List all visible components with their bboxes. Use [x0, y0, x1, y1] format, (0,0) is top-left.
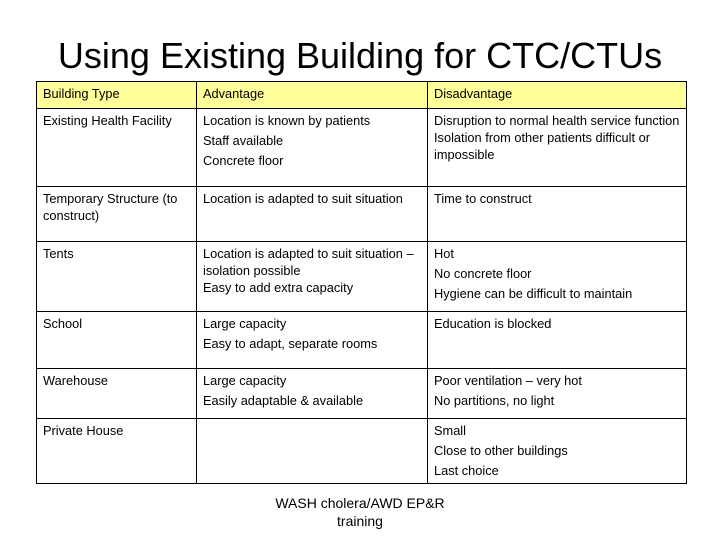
disadvantage-item: Isolation from other patients difficult or impossible — [434, 130, 650, 162]
building-type-cell: Private House — [37, 419, 197, 484]
disadvantage-cell — [428, 419, 687, 484]
advantage-item: Location is adapted to suit situation — [203, 191, 403, 206]
advantage-cell — [197, 369, 428, 419]
advantage-cell — [197, 419, 428, 484]
footer-text: WASH cholera/AWD EP&R training — [275, 495, 445, 529]
advantage-cell — [197, 242, 428, 312]
advantage-item: Easily adaptable & available — [203, 393, 364, 408]
disadvantage-item: Education is blocked — [434, 316, 552, 331]
disadvantage-item: Hygiene can be difficult to maintain — [434, 286, 633, 301]
advantage-item: Easy to add extra capacity — [203, 280, 354, 295]
advantage-item: Large capacity — [203, 373, 287, 388]
advantage-cell — [197, 109, 428, 187]
advantage-item: Large capacity — [203, 316, 287, 331]
advantage-cell — [197, 187, 428, 242]
disadvantage-cell — [428, 109, 687, 187]
building-type-cell: School — [37, 312, 197, 369]
building-type-cell: Warehouse — [37, 369, 197, 419]
table-row — [37, 312, 687, 369]
advantage-cell — [197, 312, 428, 369]
disadvantage-item: Time to construct — [434, 191, 532, 206]
building-comparison-table — [36, 81, 687, 484]
advantage-item: Location is adapted to suit situation – isolation possible — [203, 246, 414, 278]
disadvantage-item: Small — [434, 423, 466, 438]
disadvantage-item: Close to other buildings — [434, 443, 568, 458]
header-advantage: Advantage — [197, 82, 428, 109]
table-row — [37, 369, 687, 419]
disadvantage-cell — [428, 312, 687, 369]
building-type-cell: Temporary Structure (to construct) — [37, 187, 197, 242]
table-row — [37, 419, 687, 484]
disadvantage-cell — [428, 369, 687, 419]
slide-title: Using Existing Building for CTC/CTUs — [57, 35, 663, 76]
advantage-item: Easy to adapt, separate rooms — [203, 336, 378, 351]
header-disadvantage: Disadvantage — [428, 82, 687, 109]
advantage-item: Staff available — [203, 133, 284, 148]
building-type-cell: Existing Health Facility — [37, 109, 197, 187]
building-type-cell: Tents — [37, 242, 197, 312]
disadvantage-item: No partitions, no light — [434, 393, 555, 408]
table-row — [37, 109, 687, 187]
disadvantage-item: Disruption to normal health service function — [434, 113, 680, 128]
disadvantage-cell — [428, 242, 687, 312]
disadvantage-item: Hot — [434, 246, 454, 261]
table-header-row — [37, 82, 687, 109]
disadvantage-item: Last choice — [434, 463, 499, 478]
table-row — [37, 242, 687, 312]
disadvantage-cell — [428, 187, 687, 242]
disadvantage-item: Poor ventilation – very hot — [434, 373, 582, 388]
disadvantage-item: No concrete floor — [434, 266, 532, 281]
header-building-type: Building Type — [37, 82, 197, 109]
table-row — [37, 187, 687, 242]
advantage-item: Concrete floor — [203, 153, 284, 168]
advantage-item: Location is known by patients — [203, 113, 371, 128]
